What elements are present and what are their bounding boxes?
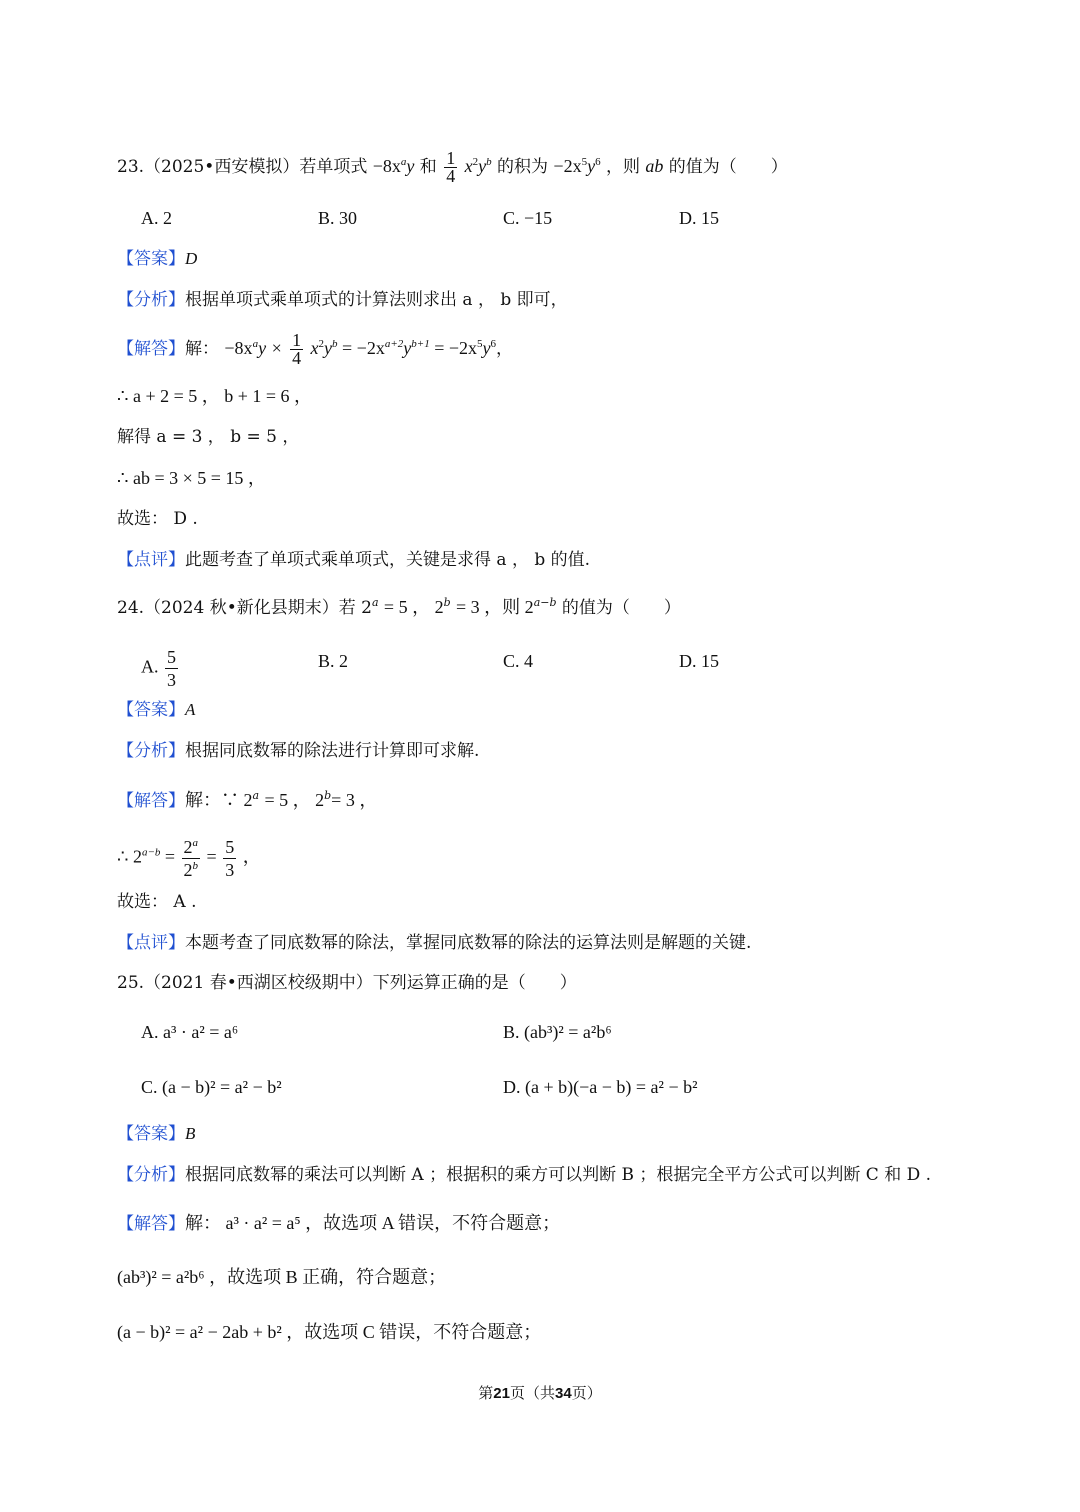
q23-option-b[interactable]: B. 30 xyxy=(318,208,358,228)
page-footer: 第21页（共34页） xyxy=(478,1384,602,1402)
q24-answer: 【答案】A xyxy=(117,700,196,720)
q25-option-c[interactable]: C. (a − b)² = a² − b² xyxy=(141,1077,282,1097)
q24-analysis: 【分析】根据同底数幂的除法进行计算即可求解. xyxy=(117,741,480,761)
q25-option-b[interactable]: B. (ab³)² = a²b⁶ xyxy=(503,1022,612,1042)
q23-monomial-2: $x^2y^b$ xyxy=(464,156,492,176)
q23-option-c[interactable]: C. −15 xyxy=(503,208,553,228)
q25-analysis: 【分析】根据同底数幂的乘法可以判断 A ；根据积的乘方可以判断 B ；根据完全平方公式可以判断 C 和 D . xyxy=(117,1165,932,1185)
q24-option-c[interactable]: C. 4 xyxy=(503,651,534,671)
q23-analysis: 【分析】根据单项式乘单项式的计算法则求出 a ， b 即可， xyxy=(117,290,568,310)
q24-option-a[interactable]: A. $\frac{5}{3}$ xyxy=(141,647,176,690)
q23-comment: 【点评】此题考查了单项式乘单项式，关键是求得 a ， b 的值. xyxy=(117,550,591,570)
q25-stem: 25.（2021 春•西湖区校级期中）下列运算正确的是（ ） xyxy=(117,973,577,993)
q24-option-b[interactable]: B. 2 xyxy=(318,651,349,671)
q23-monomial-1: $-8x^ay$ xyxy=(372,156,415,176)
q24-solution-line-2: ∴ $2^{a-b}$ = $\frac{2^a}{2^b}$ = $\frac{5}{3}$ ， xyxy=(117,837,261,880)
page-number: 21 xyxy=(493,1385,510,1402)
q23-stem: 23.（2025•西安模拟）若单项式 $-8x^ay$ 和 $\frac{1}{4}$ $x^2y^b$ 的积为 $-2x^5y^6$ ，则 ab 的值为（ ） xyxy=(117,148,788,186)
q23-solution-line-1: 【解答】解： $-8x^ay$ × $\frac{1}{4}$ $x^2y^b = -2x^{a+2}y^{b+1} = -2x^5y^6$， xyxy=(117,330,514,368)
q23-solution-line-4: ∴ ab = 3 × 5 = 15 ， xyxy=(117,468,266,488)
q24-comment: 【点评】本题考查了同底数幂的除法，掌握同底数幂的除法的运算法则是解题的关键. xyxy=(117,933,752,953)
q23-solution-line-2: ∴ a + 2 = 5 ， b + 1 = 6 ， xyxy=(117,386,313,406)
q24-result-fraction: $\frac{5}{3}$ xyxy=(225,837,235,880)
q23-option-a[interactable]: A. 2 xyxy=(141,208,172,228)
q23-solution-line-3: 解得 a = 3 ， b = 5 ， xyxy=(117,427,300,447)
q23-product: $-2x^5y^6$ xyxy=(553,156,601,176)
q25-solution-line-3: (a − b)² = a² − 2ab + b² ，故选项 C 错误，不符合题意； xyxy=(117,1322,542,1342)
q23-solution-line-5: 故选： D . xyxy=(117,509,198,529)
q25-solution-line-2: (ab³)² = a²b⁶ ，故选项 B 正确，符合题意； xyxy=(117,1267,447,1287)
page-total: 34 xyxy=(555,1385,572,1402)
q25-option-d[interactable]: D. (a + b)(−a − b) = a² − b² xyxy=(503,1077,698,1097)
q24-option-a-fraction: $\frac{5}{3}$ xyxy=(167,647,176,690)
q23-solution-fraction: $\frac{1}{4}$ xyxy=(292,330,302,368)
q24-option-d[interactable]: D. 15 xyxy=(679,651,719,671)
q25-answer: 【答案】B xyxy=(117,1124,196,1144)
q25-option-a[interactable]: A. a³ · a² = a⁶ xyxy=(141,1022,239,1042)
q23-answer: 【答案】D xyxy=(117,249,198,269)
q23-fraction: $\frac{1}{4}$ xyxy=(446,148,456,186)
q25-solution-line-1: 【解答】解： a³ · a² = a⁵ ，故选项 A 错误，不符合题意； xyxy=(117,1213,561,1234)
q24-power-fraction: $\frac{2^a}{2^b}$ xyxy=(183,837,199,880)
q24-solution-line-1: 【解答】解：∵ 2$^a$ = 5 ， $2^b= 3$ ， xyxy=(117,789,378,811)
q24-solution-line-3: 故选： A . xyxy=(117,892,197,912)
q24-stem: 24.（2024 秋•新化县期末）若 2$^a$ = 5 ， 2$^b$ = 3 ，则 $2^{a-b}$ 的值为（ ） xyxy=(117,596,681,618)
q23-option-d[interactable]: D. 15 xyxy=(679,208,719,228)
